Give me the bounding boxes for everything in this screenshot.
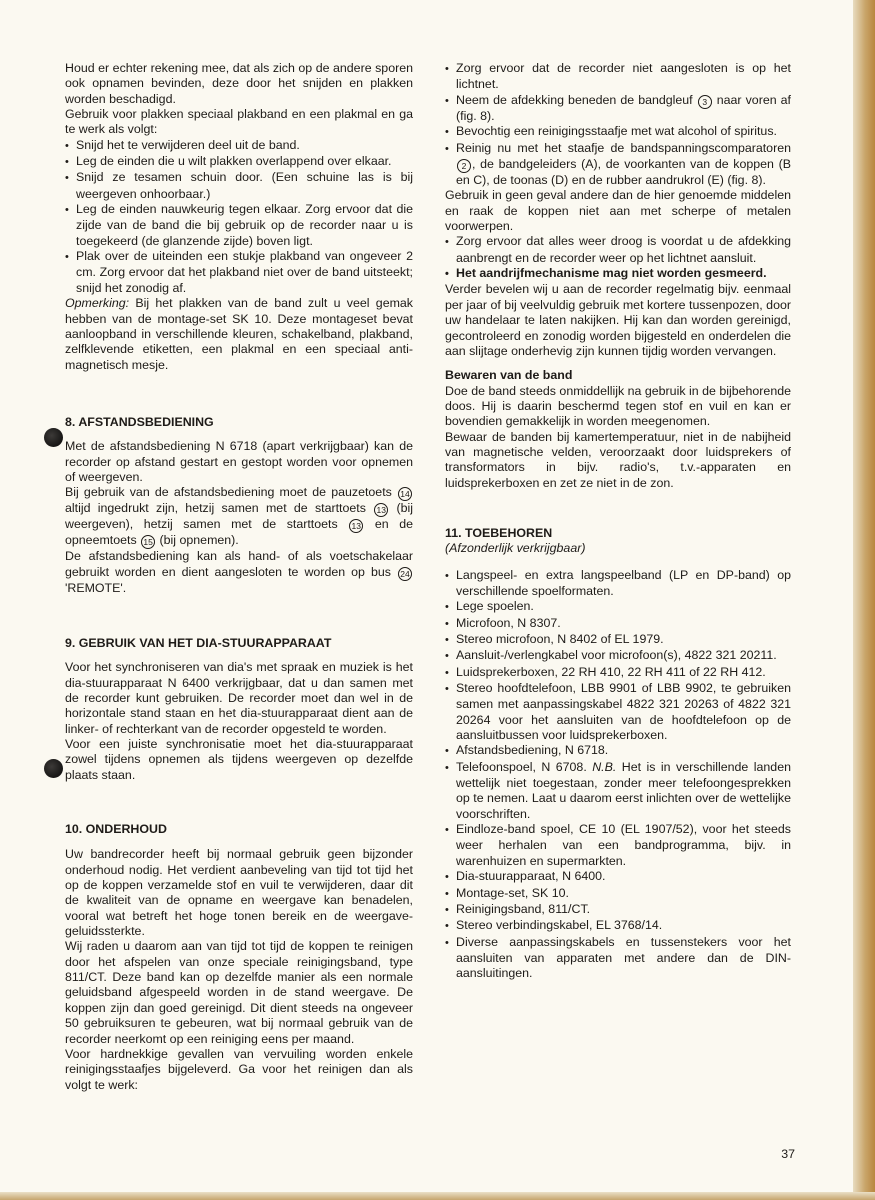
tape-slot-cover-number-icon: 3 <box>698 95 712 109</box>
start-key-number-icon: 13 <box>349 519 363 533</box>
accessory-item: • Eindloze-band spoel, CE 10 (EL 1907/52), voor het steeds weer herhalen van een bandprogramma, bijv. in warenhuizen en supermarkten. <box>445 822 791 869</box>
accessory-item: • Microfoon, N 8307. <box>445 616 791 632</box>
accessory-item: • Afstandsbediening, N 6718. <box>445 743 791 759</box>
text-run: 'REMOTE'. <box>65 580 127 595</box>
accessory-item: • Montage-set, SK 10. <box>445 886 791 902</box>
section-9-paragraph-1: Voor het synchroniseren van dia's met spraak en muziek is het dia-stuurapparaat N 6400 verkrijgbaar, dat u dan samen met de recorder kunt gebruiken. De recorder moet dan wel in de horizontale stand staan en het dia-stuurapparaat dient aan de linker- of rechterkant van de recorder opgesteld te worden. <box>65 660 413 736</box>
text-run: en de opneemtoets <box>65 517 413 548</box>
text-run: naar voren af (fig. 8). <box>456 92 791 124</box>
intro-paragraph-1: Houd er echter rekening mee, dat als zich op de andere sporen ook opnamen bevinden, deze door het snijden en plakken worden beschadigd. <box>65 61 413 106</box>
section-8-paragraph-1: Met de afstandsbediening N 6718 (apart verkrijgbaar) kan de recorder op afstand gestart en gestopt worden voor opnemen of weergeven. <box>65 439 413 484</box>
splice-step-1: • Snijd het te verwijderen deel uit de band. <box>65 138 413 154</box>
text-run: (bij weergeven), hetzij samen met de starttoets <box>65 501 414 532</box>
remark-label: Opmerking: <box>65 296 130 311</box>
start-key-number-icon: 13 <box>374 503 388 517</box>
punch-hole-lower <box>44 759 63 778</box>
splice-step-3: • Snijd ze tesamen schuin door. (Een schuine las is bij weergeven onhoorbaar.) <box>65 170 413 202</box>
service-advice: Verder bevelen wij u aan de recorder regelmatig bijv. eenmaal per jaar of bij veelvuldig gebruik met kortere tussenpozen, door uw handelaar te laten nakijken. Hij kan dan worden gereinigd, gecontroleerd en zonodig worden bijgesteld en onderdelen die aan slijtage onderhevig zijn kunnen tijdig worden vervangen. <box>445 282 791 358</box>
page-edge-right <box>853 0 875 1200</box>
accessory-item: • Stereo microfoon, N 8402 of EL 1979. <box>445 632 791 648</box>
punch-hole-upper <box>44 428 63 447</box>
section-9-paragraph-2: Voor een juiste synchronisatie moet het dia-stuurapparaat zowel tijdens opnemen als tijdens weergeven op dezelfde plaats staan. <box>65 737 413 782</box>
remark-paragraph <box>65 296 413 373</box>
section-11-heading: 11. TOEBEHOREN <box>445 525 553 540</box>
text-run: Bij gebruik van de afstandsbediening moet de pauzetoets <box>65 485 397 500</box>
pause-key-number-icon: 14 <box>398 487 412 501</box>
page-number: 37 <box>781 1147 795 1161</box>
text-run: Het is in verschillende landen wettelijk niet toegestaan, zonder meer telefoongesprekken op te nemen. Laat u daarom eerst inlichten over de wettelijke voorschriften. <box>456 759 791 821</box>
text-run: De afstandsbediening kan als hand- of als voetschakelaar gebruikt worden en dient aangesloten te worden op bus <box>65 549 413 579</box>
accessory-item: • Stereo hoofdtelefoon, LBB 9901 of LBB 9902, te gebruiken samen met aanpassingskabel 4822 321 20263 of 4822 321 20264 voor het aansluiten van de hoofdtelefoon op de aansluitbussen voor luidsprekerboxen. <box>445 681 791 743</box>
storage-heading: Bewaren van de band <box>445 368 573 383</box>
cleaning-step-4 <box>445 141 791 189</box>
storage-paragraph-2: Bewaar de banden bij kamertemperatuur, niet in de nabijheid van magnetische velden, veroorzaakt door luidsprekers of transformators in bijv. radio's, t.v.-apparaten en luidsprekerboxen en zet ze niet in de zon. <box>445 429 791 490</box>
accessory-item: • Dia-stuurapparaat, N 6400. <box>445 869 791 885</box>
text-run: , de bandgeleiders (A), de voorkanten van de koppen (B en C), de toonas (D) en de rubber aandrukrol (E) (fig. 8). <box>456 157 791 188</box>
tension-comparator-number-icon: 2 <box>457 159 471 173</box>
section-10-paragraph-2: Wij raden u daarom aan van tijd tot tijd de koppen te reinigen door het afspelen van onze speciale reinigingsband, type 811/CT. Deze band kan op dezelfde manier als een normale geluidsband afgespeeld worden in de stand weergave. De koppen zijn dan goed gereinigd. Dit dient steeds na ongeveer 50 gebruiksuren te gebeuren, wat bij normaal gebruik van de recorder neerkomt op een reiniging eens per maand. <box>65 939 413 1046</box>
remark-text: Bij het plakken van de band zult u veel gemak hebben van de montage-set SK 10. Deze montageset bevat aanloopband in verschillende kleuren, schakelband, plakband, zelfklevende etiketten, een plakmal en een speciaal anti-magnetisch mesje. <box>65 296 413 372</box>
remote-socket-number-icon: 24 <box>398 567 412 581</box>
lubrication-warning: • Het aandrijfmechanisme mag niet worden gesmeerd. <box>445 266 791 282</box>
record-key-number-icon: 15 <box>141 535 155 549</box>
section-11-subheading: (Afzonderlijk verkrijgbaar) <box>445 541 586 556</box>
accessory-item: • Reinigingsband, 811/CT. <box>445 902 791 918</box>
accessory-item: • Stereo verbindingskabel, EL 3768/14. <box>445 918 791 934</box>
accessory-item-telephone-coil <box>445 760 791 822</box>
text-run: Reinig nu met het staafje de bandspanningscomparatoren <box>456 140 791 155</box>
text-run: Telefoonspoel, N 6708. <box>456 759 593 774</box>
page-edge-bottom <box>0 1192 875 1200</box>
cleaning-step-1: • Zorg ervoor dat de recorder niet aangesloten is op het lichtnet. <box>445 61 791 93</box>
cleaning-warning: Gebruik in geen geval andere dan de hier genoemde middelen en raak de koppen niet aan met scherpe of metalen voorwerpen. <box>445 188 791 234</box>
section-8-paragraph-3 <box>65 549 413 596</box>
cleaning-step-5: • Zorg ervoor dat alles weer droog is voordat u de afdekking aanbrengt en de recorder weer op het lichtnet aansluit. <box>445 234 791 266</box>
accessory-item: • Lege spoelen. <box>445 599 791 615</box>
section-8-paragraph-2 <box>65 485 413 549</box>
section-10-paragraph-1: Uw bandrecorder heeft bij normaal gebruik geen bijzonder onderhoud nodig. Het verdient aanbeveling van tijd tot tijd het op de koppen verzamelde stof en vuil te verwijderen, daar dit de kwaliteit van de opname en weergave kan benadelen, vooral wat betreft het hoge tonen bereik en de weergave-geluidssterkte. <box>65 847 413 939</box>
accessory-item: • Diverse aanpassingskabels en tussenstekers voor het aansluiten van apparaten met andere dan de DIN-aansluitingen. <box>445 935 791 982</box>
left-column <box>65 61 413 1093</box>
text-run: (bij opnemen). <box>156 533 239 548</box>
section-8-heading: 8. AFSTANDSBEDIENING <box>65 414 214 429</box>
nb-label: N.B. <box>592 759 617 774</box>
text-run: Neem de afdekking beneden de bandgleuf <box>456 92 697 107</box>
splice-step-5: • Plak over de uiteinden een stukje plakband van ongeveer 2 cm. Zorg ervoor dat het plakband niet over de band uitsteekt; snijd het zonodig af. <box>65 249 413 296</box>
intro-paragraph-2: Gebruik voor plakken speciaal plakband en een plakmal en ga te werk als volgt: <box>65 107 413 137</box>
section-10-paragraph-3: Voor hardnekkige gevallen van vervuiling worden enkele reinigingsstaafjes bijgeleverd. Ga voor het reinigen dan als volgt te werk: <box>65 1046 413 1092</box>
splice-step-2: • Leg de einden die u wilt plakken overlappend over elkaar. <box>65 154 413 170</box>
storage-paragraph-1: Doe de band steeds onmiddellijk na gebruik in de bijbehorende doos. Hij is daarin beschermd tegen stof en vuil en kan er bovendien gemakkelijk in worden meegenomen. <box>445 383 791 429</box>
cleaning-step-2 <box>445 93 791 125</box>
cleaning-step-3: • Bevochtig een reinigingsstaafje met wat alcohol of spiritus. <box>445 124 791 140</box>
splice-step-4: • Leg de einden nauwkeurig tegen elkaar. Zorg ervoor dat die zijde van de band die bij gebruik op de recorder naar u is toegekeerd (de glanzende zijde) boven ligt. <box>65 202 413 249</box>
accessory-item: • Langspeel- en extra langspeelband (LP en DP-band) op verschillende spoelformaten. <box>445 568 791 600</box>
section-10-heading: 10. ONDERHOUD <box>65 822 167 837</box>
text-run: altijd ingedrukt zijn, hetzij samen met de starttoets <box>65 501 374 516</box>
section-9-heading: 9. GEBRUIK VAN HET DIA-STUURAPPARAAT <box>65 635 332 650</box>
accessory-item: • Aansluit-/verlengkabel voor microfoon(s), 4822 321 20211. <box>445 648 791 664</box>
accessory-item: • Luidsprekerboxen, 22 RH 410, 22 RH 411 of 22 RH 412. <box>445 665 791 681</box>
right-column <box>445 61 791 982</box>
